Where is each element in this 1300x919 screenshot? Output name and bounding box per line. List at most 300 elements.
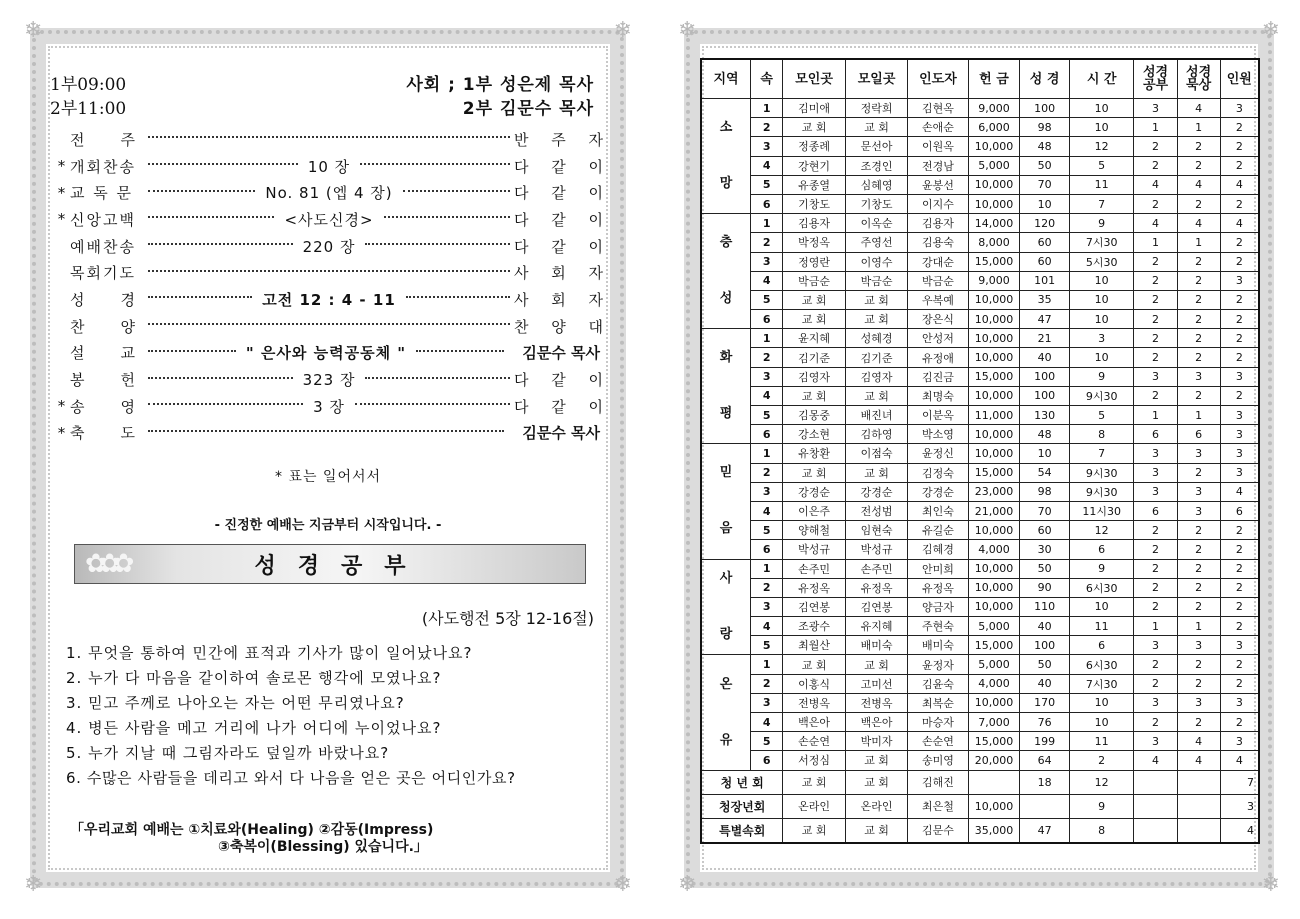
table-cell: 교 회 [783,386,845,405]
table-cell: 3 [1220,463,1259,482]
table-cell [1134,770,1177,794]
table-cell: 김현옥 [908,99,968,118]
table-cell [1134,794,1177,818]
table-cell: 교 회 [845,463,907,482]
region-name: 충 성 [701,214,751,329]
table-cell: 교 회 [845,310,907,329]
table-cell [1020,794,1070,818]
table-cell: 박성규 [783,540,845,559]
table-cell: 손주민 [783,559,845,578]
table-cell: 심혜영 [845,175,907,194]
table-cell: 전병옥 [783,693,845,712]
dot-leader [148,323,510,325]
table-cell: 3 [1220,367,1259,386]
table-cell: 2 [1220,329,1259,348]
table-cell: 3 [1177,367,1220,386]
table-cell: 10,000 [968,425,1020,444]
table-cell: 김미애 [783,99,845,118]
table-row [701,655,1259,674]
table-cell: 2 [1134,597,1177,616]
order-item-leader: 김문수 목사 [522,344,600,363]
table-cell: 9시30 [1069,482,1134,501]
dot-leader [148,296,252,298]
table-cell: 손주민 [845,559,907,578]
table-cell: 15,000 [968,367,1020,386]
table-row [701,425,1259,444]
table-cell: 유창환 [783,444,845,463]
cell-number: 3 [751,252,783,271]
table-cell: 100 [1020,99,1070,118]
table-cell: 박성규 [845,540,907,559]
group-name: 특별속회 [701,818,783,843]
table-cell: 10,000 [968,578,1020,597]
order-item-content: No. 81 (엡 4 장) [259,182,398,203]
table-cell: 60 [1020,233,1070,252]
table-row [701,578,1259,597]
standing-marker: * [57,397,67,416]
table-cell: 15,000 [968,252,1020,271]
table-cell: 김용자 [783,214,845,233]
table-row [701,406,1259,425]
table-cell: 9 [1069,214,1134,233]
table-cell: 교 회 [845,655,907,674]
table-row [701,290,1259,309]
table-row [701,156,1259,175]
cell-number: 1 [751,99,783,118]
table-row [701,252,1259,271]
table-cell: 양해철 [783,521,845,540]
column-header: 지역 [701,59,751,99]
table-cell: 서정심 [783,751,845,770]
table-cell: 이점숙 [845,444,907,463]
flower-icon: ✿✿✿ [85,549,127,579]
table-cell: 2 [1177,713,1220,732]
order-item-leader: 사 회 자 [514,290,613,309]
standing-marker: * [57,210,67,229]
table-cell: 6시30 [1069,655,1134,674]
banner-title: 성경공부 [254,553,428,579]
dot-leader [148,350,236,352]
cell-number: 5 [751,290,783,309]
table-cell: 11시30 [1069,501,1134,520]
table-cell: 130 [1020,406,1070,425]
table-cell: 강경순 [845,482,907,501]
table-row [701,99,1259,118]
cell-number: 4 [751,156,783,175]
table-cell: 2 [1177,521,1220,540]
dot-leader [148,190,255,192]
table-cell: 2 [1220,559,1259,578]
table-cell: 2 [1177,674,1220,693]
table-cell: 최복순 [908,693,968,712]
table-cell: 9 [1069,559,1134,578]
table-cell: 정종례 [783,137,845,156]
cell-number: 5 [751,636,783,655]
table-cell [1177,794,1220,818]
question: 5. 누가 지날 때 그림자라도 덮일까 바랐나요? [66,744,390,762]
service-time-1: 1부09:00 [50,75,127,95]
table-cell: 교 회 [783,463,845,482]
table-cell: 10 [1020,444,1070,463]
table-cell: 1 [1177,406,1220,425]
table-cell: 15,000 [968,636,1020,655]
dot-leader [148,403,303,405]
table-cell: 2 [1177,329,1220,348]
table-cell: 3 [1134,463,1177,482]
table-cell: 2 [1134,578,1177,597]
table-cell: 유정옥 [783,578,845,597]
group-row [701,818,1259,843]
table-cell: 10,000 [968,329,1020,348]
cell-number: 3 [751,597,783,616]
cell-number: 2 [751,233,783,252]
table-cell: 10 [1069,271,1134,290]
snowflake-icon: ❄ [24,18,43,43]
cell-number: 6 [751,194,783,213]
table-cell: 장은식 [908,310,968,329]
table-cell: 120 [1020,214,1070,233]
church-motto [70,822,433,856]
table-cell: 2 [1069,751,1134,770]
table-cell: 기창도 [845,194,907,213]
table-cell: 10 [1069,597,1134,616]
table-cell: 3 [1134,693,1177,712]
table-cell: 10,000 [968,137,1020,156]
table-cell: 2 [1220,194,1259,213]
region-name: 온 유 [701,655,751,770]
table-cell: 70 [1020,501,1070,520]
table-cell: 2 [1134,329,1177,348]
table-cell: 조경인 [845,156,907,175]
study-questions [66,642,606,792]
order-item-leader: 다 같 이 [514,157,613,176]
table-cell: 2 [1220,137,1259,156]
table-cell: 50 [1020,559,1070,578]
table-row [701,310,1259,329]
order-item-leader: 다 같 이 [514,184,613,203]
order-row [54,259,613,286]
table-cell: 21,000 [968,501,1020,520]
order-item-name: 송 영 [70,397,137,416]
table-row [701,175,1259,194]
table-cell: 10,000 [968,194,1020,213]
order-row [54,233,613,260]
table-cell: 2 [1177,386,1220,405]
table-cell: 온라인 [845,794,907,818]
table-cell: 6 [1177,425,1220,444]
table-cell: 2 [1134,348,1177,367]
cell-number: 1 [751,559,783,578]
cell-number: 3 [751,367,783,386]
region-name: 사 랑 [701,559,751,655]
table-row [701,617,1259,636]
table-cell [1134,818,1177,843]
order-item-name: 목회기도 [70,264,136,283]
table-cell: 2 [1220,233,1259,252]
order-row [54,340,600,367]
table-cell: 김진금 [908,367,968,386]
table-cell: 1 [1134,233,1177,252]
table-cell [968,770,1020,794]
table-cell: 100 [1020,367,1070,386]
slogan: - 진정한 예배는 지금부터 시작입니다. - [214,518,442,533]
order-item-content: " 은사와 능력공동체 " [240,342,412,363]
snowflake-icon: ❄ [678,18,697,43]
table-cell: 2 [1220,521,1259,540]
table-cell: 2 [1220,386,1259,405]
table-cell: 2 [1177,252,1220,271]
table-cell: 3 [1177,482,1220,501]
table-cell: 35 [1020,290,1070,309]
dot-leader [365,243,510,245]
table-cell: 1 [1134,118,1177,137]
column-header: 성 경 [1020,59,1070,99]
table-cell: 4 [1220,482,1259,501]
order-item-content: 10 장 [302,156,356,177]
cell-number: 6 [751,310,783,329]
table-cell: 5 [1069,156,1134,175]
table-cell: 4 [1177,732,1220,751]
table-cell: 유종열 [783,175,845,194]
table-cell: 교 회 [845,118,907,137]
cell-number: 5 [751,175,783,194]
cell-number: 4 [751,271,783,290]
dot-leader [384,216,510,218]
table-cell: 9시30 [1069,463,1134,482]
table-cell: 70 [1020,175,1070,194]
cell-number: 5 [751,521,783,540]
order-item-name: 예배찬송 [70,237,136,256]
table-cell: 최월산 [783,636,845,655]
snowflake-icon: ❄ [1261,872,1280,897]
table-cell: 40 [1020,674,1070,693]
table-cell: 10 [1069,99,1134,118]
standing-marker: * [57,157,67,176]
table-cell [1177,770,1220,794]
table-cell: 고미선 [845,674,907,693]
table-cell: 10,000 [968,348,1020,367]
table-cell: 10,000 [968,310,1020,329]
table-cell: 2 [1134,655,1177,674]
table-cell: 2 [1177,310,1220,329]
table-cell: 2 [1177,463,1220,482]
table-cell: 정락희 [845,99,907,118]
table-cell: 4,000 [968,540,1020,559]
order-row [54,420,600,447]
table-cell: 12 [1069,770,1134,794]
cell-number: 5 [751,406,783,425]
order-item-leader: 다 같 이 [514,371,613,390]
table-cell: 임현숙 [845,521,907,540]
table-cell: 김기준 [783,348,845,367]
table-cell: 강경순 [908,482,968,501]
table-cell: 3 [1177,444,1220,463]
table-cell: 손순연 [908,732,968,751]
table-cell: 2 [1134,194,1177,213]
table-cell: 10 [1069,118,1134,137]
table-cell: 2 [1134,559,1177,578]
table-cell: 2 [1220,118,1259,137]
table-cell: 강소현 [783,425,845,444]
table-row [701,271,1259,290]
table-cell: 10,000 [968,794,1020,818]
table-cell: 7시30 [1069,233,1134,252]
order-row [54,153,613,180]
table-cell: 2 [1134,290,1177,309]
dot-leader [403,190,510,192]
table-cell: 안미희 [908,559,968,578]
table-cell: 10,000 [968,597,1020,616]
table-cell: 유길순 [908,521,968,540]
table-cell: 60 [1020,252,1070,271]
table-row [701,674,1259,693]
region-name: 화 평 [701,329,751,444]
table-cell: 9시30 [1069,386,1134,405]
table-cell: 21 [1020,329,1070,348]
table-cell: 6 [1069,636,1134,655]
snowflake-icon: ❄ [613,872,632,897]
cell-number: 2 [751,674,783,693]
table-row [701,693,1259,712]
table-cell: 3 [1134,99,1177,118]
table-cell: 4 [1134,751,1177,770]
dot-leader [360,163,510,165]
table-cell: 110 [1020,597,1070,616]
table-cell: 4 [1134,175,1177,194]
table-cell: 윤정신 [908,444,968,463]
table-cell: 20,000 [968,751,1020,770]
table-row [701,751,1259,770]
group-name: 청 년 회 [701,770,783,794]
table-cell: 12 [1069,137,1134,156]
table-cell: 8 [1069,425,1134,444]
order-item-name: 개회찬송 [70,157,136,176]
order-item-name: 봉 헌 [70,371,137,390]
table-cell: 김윤숙 [908,674,968,693]
cell-number: 6 [751,425,783,444]
stand-note: * 표는 일어서서 [274,469,382,485]
cell-number: 4 [751,713,783,732]
table-cell: 15,000 [968,463,1020,482]
table-row [701,521,1259,540]
dot-leader [355,403,510,405]
motto-line: 「우리교회 예배는 ①치료와(Healing) ②감동(Impress) [70,822,434,838]
table-cell: 2 [1177,540,1220,559]
cell-number: 2 [751,463,783,482]
table-cell: 9,000 [968,99,1020,118]
table-cell: 101 [1020,271,1070,290]
column-header: 속 [751,59,783,99]
table-cell: 7,000 [968,713,1020,732]
table-cell: 정영란 [783,252,845,271]
table-cell: 김몽중 [783,406,845,425]
table-cell: 강경순 [783,482,845,501]
table-cell: 양금자 [908,597,968,616]
table-cell: 백은아 [783,713,845,732]
table-cell: 3 [1069,329,1134,348]
table-cell: 10,000 [968,521,1020,540]
table-row [701,713,1259,732]
table-cell: 윤봉선 [908,175,968,194]
table-cell: 2 [1177,655,1220,674]
order-item-leader: 다 같 이 [514,210,613,229]
table-cell: 최인숙 [908,501,968,520]
table-cell: 김용숙 [908,233,968,252]
table-cell: 최명숙 [908,386,968,405]
table-cell: 3 [1220,406,1259,425]
table-cell: 이원옥 [908,137,968,156]
table-cell: 2 [1177,348,1220,367]
table-cell: 김용자 [908,214,968,233]
table-cell: 손애순 [908,118,968,137]
snowflake-icon: ❄ [678,872,697,897]
table-row [701,194,1259,213]
table-cell: 전성범 [845,501,907,520]
table-cell: 마승자 [908,713,968,732]
table-header-row [701,59,1259,99]
table-cell: 10 [1069,713,1134,732]
table-cell: 1 [1177,617,1220,636]
cell-number: 3 [751,482,783,501]
table-cell: 3 [1220,693,1259,712]
table-cell: 교 회 [783,310,845,329]
table-cell: 윤지혜 [783,329,845,348]
table-cell: 2 [1220,540,1259,559]
table-cell: 2 [1220,655,1259,674]
table-cell: 박금순 [845,271,907,290]
table-cell: 유정애 [908,348,968,367]
table-cell: 3 [1177,501,1220,520]
table-row [701,463,1259,482]
table-cell: 박정옥 [783,233,845,252]
table-cell: 8,000 [968,233,1020,252]
table-cell: 교 회 [845,818,907,843]
table-cell: 5,000 [968,617,1020,636]
table-cell: 성혜경 [845,329,907,348]
table-cell: 최은철 [908,794,968,818]
table-cell: 2 [1177,156,1220,175]
table-cell: 47 [1020,310,1070,329]
table-cell: 6 [1134,425,1177,444]
order-item-content: 고전 12 : 4 - 11 [256,289,402,310]
column-header: 모일곳 [845,59,907,99]
table-cell: 김해진 [908,770,968,794]
table-cell: 40 [1020,348,1070,367]
cell-number: 4 [751,386,783,405]
table-cell: 김연봉 [845,597,907,616]
bulletin-left-page [24,18,632,897]
table-cell: 이분옥 [908,406,968,425]
table-cell: 6시30 [1069,578,1134,597]
region-name: 믿 음 [701,444,751,559]
column-header: 시 간 [1069,59,1134,99]
table-cell: 김하영 [845,425,907,444]
table-cell: 10,000 [968,444,1020,463]
table-cell: 76 [1020,713,1070,732]
order-item-name: 신앙고백 [70,210,136,229]
table-cell [1177,818,1220,843]
column-header: 헌 금 [968,59,1020,99]
column-header: 성경 공부 [1134,59,1177,99]
table-cell: 10,000 [968,290,1020,309]
table-cell: 교 회 [783,290,845,309]
table-cell: 조광수 [783,617,845,636]
table-cell: 2 [1134,137,1177,156]
table-row [701,214,1259,233]
table-cell: 98 [1020,482,1070,501]
table-cell: 7시30 [1069,674,1134,693]
cell-number: 2 [751,348,783,367]
